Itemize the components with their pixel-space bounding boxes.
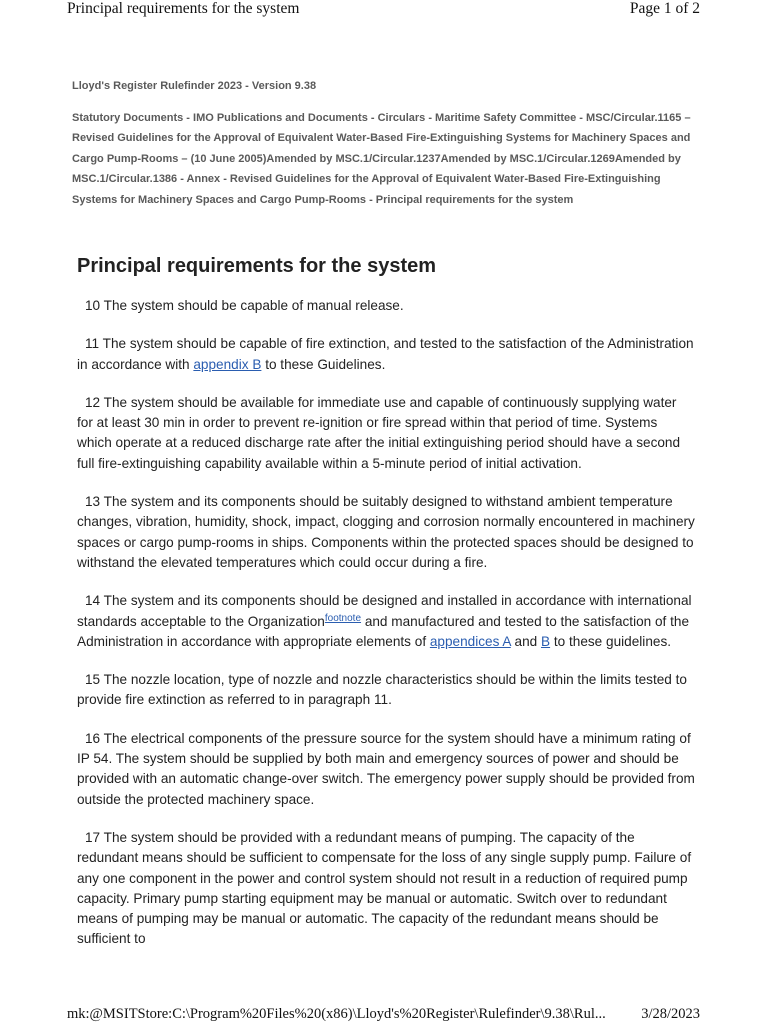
paragraph-text: The system should be provided with a redundant means of pumping. The capacity of the redundant means should be sufficient to compensate for the loss of any single supply pump. Failure of any one component in the power and control system should not result in a reduction of required pump capacity. Primary pump starting equipment may be manual or automatic. Switch over to redundant means of pumping may be manual or automatic. The capacity of the redundant means should be sufficient to — [77, 829, 692, 947]
footnote-link[interactable]: footnote — [324, 612, 362, 624]
print-footer — [67, 1006, 700, 1026]
document-meta — [72, 76, 700, 210]
appendix-b-link[interactable]: B — [541, 633, 551, 649]
paragraph-number: 17 — [85, 829, 101, 845]
paragraph-text: The nozzle location, type of nozzle and nozzle characteristics should be within the limits tested to provide fire extinction as referred to in paragraph 11. — [77, 672, 687, 708]
paragraph-12 — [77, 393, 695, 474]
paragraph-number: 10 — [85, 298, 101, 313]
paragraph-11 — [77, 334, 695, 375]
paragraph-15 — [77, 670, 695, 711]
breadcrumb: Statutory Documents - IMO Publications and Documents - Circulars - Maritime Safety Committee - MSC/Circular.1165 – Revised Guidelines for the Approval of Equivalent Water-Based Fire-Extinguishing Systems for Machinery Spaces and Cargo Pump-Rooms – (10 June 2005)Amended by MSC.1/Circular.1237Amended by MSC.1/Circular.1269Amended by MSC.1/Circular.1386 - Annex - Revised Guidelines for the Approval of Equivalent Water-Based Fire-Extinguishing Systems for Machinery Spaces and Cargo Pump-Rooms - Principal requirements for the system — [72, 111, 691, 206]
print-date: 3/28/2023 — [641, 1006, 700, 1022]
paragraph-number: 11 — [85, 336, 100, 352]
paragraph-14 — [77, 591, 695, 652]
conjunction: and — [514, 633, 538, 649]
paragraph-17 — [77, 828, 695, 950]
paragraph-number: 14 — [85, 593, 101, 609]
paragraph-number: 16 — [85, 730, 101, 746]
version-label: Lloyd's Register Rulefinder 2023 - Version 9.38 — [72, 80, 317, 92]
header-title: Principal requirements for the system — [67, 0, 300, 17]
paragraph-number: 12 — [85, 394, 101, 410]
paragraph-text: The system and its components should be suitably designed to withstand ambient temperature changes, vibration, humidity, shock, impact, clogging and corrosion normally encountered in machinery spaces or cargo pump-rooms in ships. Components within the protected spaces should be designed to withstand the elevated temperatures which could occur during a fire. — [77, 494, 695, 570]
page-title: Principal requirements for the system — [77, 255, 437, 277]
paragraph-16 — [77, 729, 695, 810]
print-header — [67, 0, 700, 22]
paragraph-text: The electrical components of the pressure source for the system should have a minimum rating of IP 54. The system should be supplied by both main and emergency sources of power and should be provided with an automatic change-over switch. The emergency power supply should be provided from outside the protected machinery space. — [77, 730, 695, 807]
page-number: Page 1 of 2 — [629, 0, 700, 17]
document-content — [77, 252, 695, 968]
paragraph-13 — [77, 492, 695, 573]
paragraph-text-end: to these guidelines. — [553, 633, 672, 649]
paragraph-number: 15 — [85, 672, 101, 688]
appendix-b-link[interactable]: appendix B — [193, 356, 262, 372]
source-url: mk:@MSITStore:C:\Program%20Files%20(x86)\Lloyd's%20Register\Rulefinder\9.38\Rul... — [67, 1006, 606, 1022]
paragraph-text: The system should be capable of fire extinction, and tested to the satisfaction of the Administration in accordance with — [77, 336, 694, 372]
paragraph-text: The system and its components should be designed and installed in accordance with international standards acceptable to the Organization — [77, 593, 692, 629]
paragraph-text-mid: and manufactured and tested to the satisfaction of the Administration in accordance with appropriate elements of — [77, 613, 690, 649]
paragraph-10 — [77, 296, 695, 316]
paragraph-number: 13 — [85, 494, 101, 510]
appendices-a-link[interactable]: appendices A — [429, 633, 511, 649]
paragraph-text: The system should be capable of manual release. — [103, 298, 404, 313]
paragraph-text-after: to these Guidelines. — [265, 356, 386, 372]
paragraph-text: The system should be available for immediate use and capable of continuously supplying water for at least 30 min in order to prevent re-ignition or fire spread within that period of time. Systems which operate at a reduced discharge rate after the initial extinguishing period should have a second full fire-extinguishing capability available within a 5-minute period of initial activation. — [77, 394, 681, 471]
